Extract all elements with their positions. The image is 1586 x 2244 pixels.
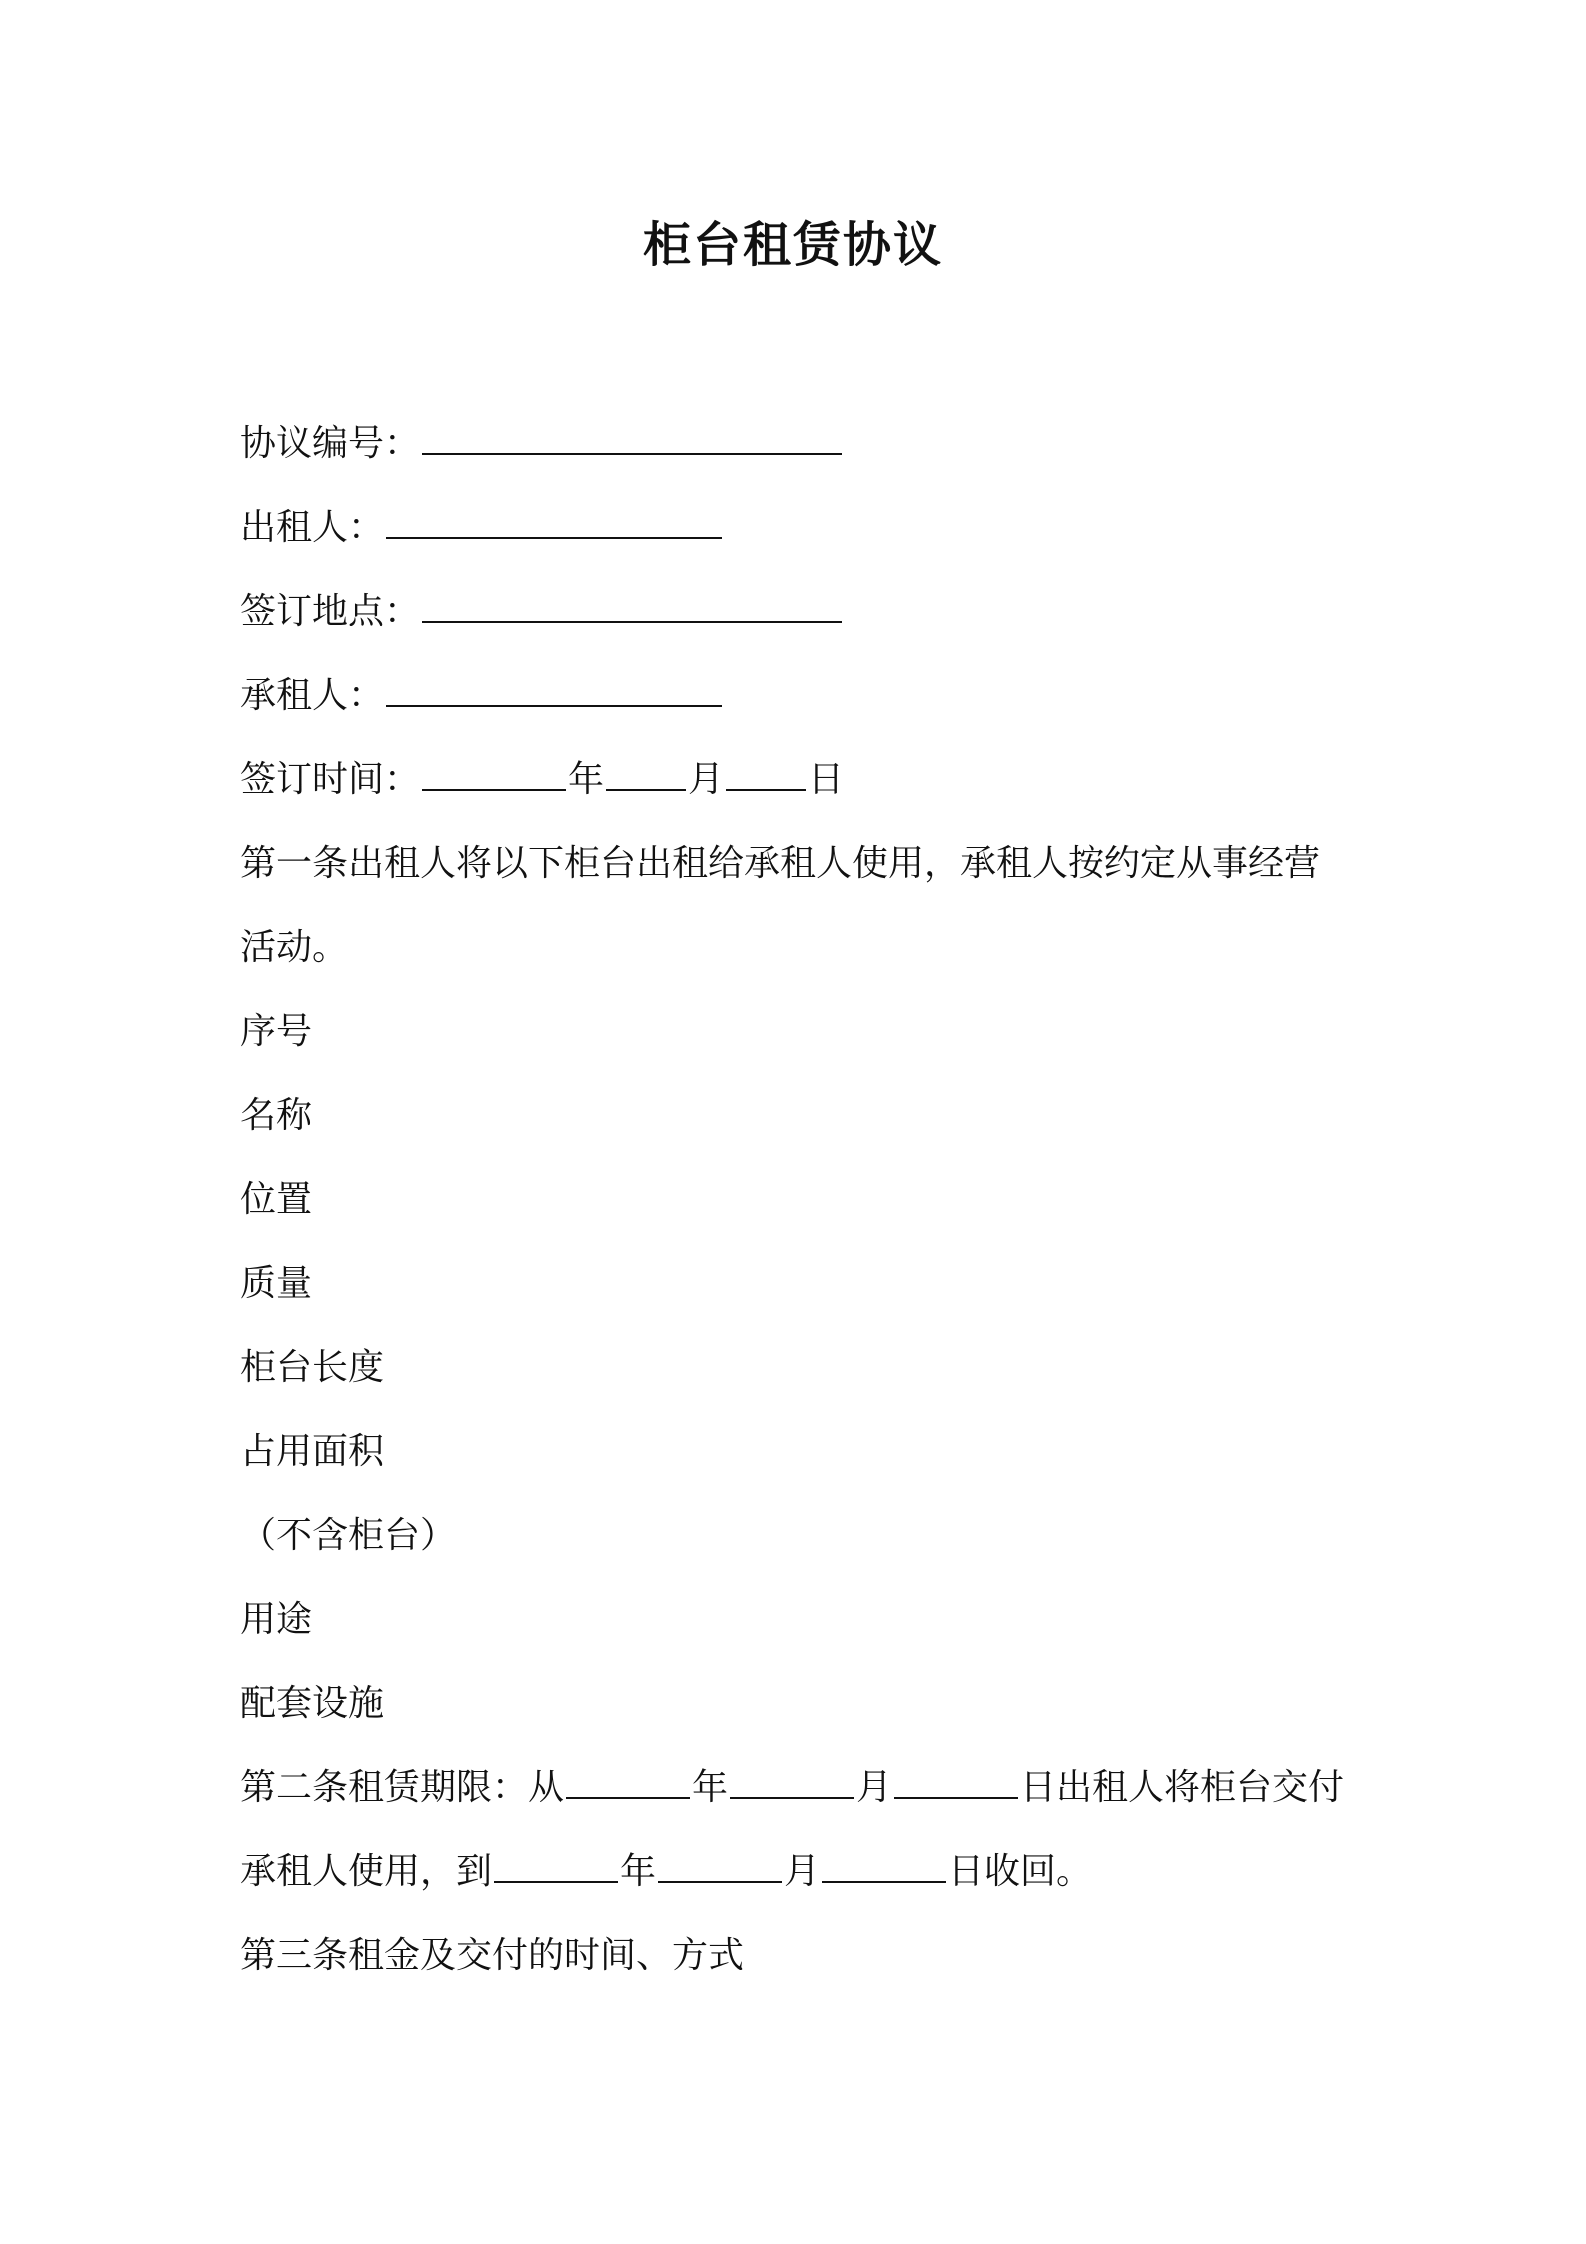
item-location: 位置 xyxy=(240,1179,313,1220)
blank-line[interactable] xyxy=(422,591,842,623)
document-title: 柜台租赁协议 xyxy=(642,217,943,273)
blank-year[interactable] xyxy=(422,759,566,791)
item-serial: 序号 xyxy=(240,1011,313,1052)
field-agreement-no xyxy=(240,402,1360,486)
article-2-line2-prefix: 承租人使用，到 xyxy=(240,1851,493,1892)
article-2-line-2 xyxy=(240,1830,1360,1914)
month-label: 月 xyxy=(784,1851,821,1892)
year-label: 年 xyxy=(620,1851,657,1892)
article-2-line-1 xyxy=(240,1746,1360,1830)
item-area: 占用面积 xyxy=(240,1431,385,1472)
item-facilities: 配套设施 xyxy=(240,1683,385,1724)
article-2-prefix: 第二条租赁期限：从 xyxy=(240,1767,565,1808)
article-2-line2-tail: 日收回。 xyxy=(948,1851,1093,1892)
field-label: 签订时间： xyxy=(240,759,421,800)
item-quality: 质量 xyxy=(240,1263,313,1304)
article-2-tail: 日出租人将柜台交付 xyxy=(1020,1767,1345,1808)
field-lessor xyxy=(240,486,1360,570)
field-sign-place xyxy=(240,570,1360,654)
blank-day[interactable] xyxy=(726,759,806,791)
field-label: 出租人： xyxy=(240,507,385,548)
item-usage: 用途 xyxy=(240,1599,313,1640)
field-label: 承租人： xyxy=(240,675,385,716)
article-1-line-1: 第一条出租人将以下柜台出租给承租人使用，承租人按约定从事经营 xyxy=(240,843,1321,884)
blank-day[interactable] xyxy=(822,1851,946,1883)
blank-line[interactable] xyxy=(386,507,722,539)
day-label: 日 xyxy=(808,759,845,800)
item-area-note: （不含柜台） xyxy=(240,1515,457,1556)
blank-month[interactable] xyxy=(658,1851,782,1883)
blank-year[interactable] xyxy=(494,1851,618,1883)
field-lessee xyxy=(240,654,1360,738)
blank-year[interactable] xyxy=(566,1767,690,1799)
item-name: 名称 xyxy=(240,1095,313,1136)
blank-month[interactable] xyxy=(730,1767,854,1799)
article-3-heading: 第三条租金及交付的时间、方式 xyxy=(240,1935,745,1976)
article-1-line-2: 活动。 xyxy=(240,927,349,968)
field-sign-time xyxy=(240,738,1360,822)
blank-day[interactable] xyxy=(894,1767,1018,1799)
blank-line[interactable] xyxy=(422,423,842,455)
field-label: 签订地点： xyxy=(240,591,421,632)
year-label: 年 xyxy=(568,759,605,800)
field-label: 协议编号： xyxy=(240,423,421,464)
month-label: 月 xyxy=(688,759,725,800)
year-label: 年 xyxy=(692,1767,729,1808)
blank-month[interactable] xyxy=(606,759,686,791)
blank-line[interactable] xyxy=(386,675,722,707)
item-counter-length: 柜台长度 xyxy=(240,1347,385,1388)
month-label: 月 xyxy=(856,1767,893,1808)
document-body xyxy=(240,402,1360,1998)
